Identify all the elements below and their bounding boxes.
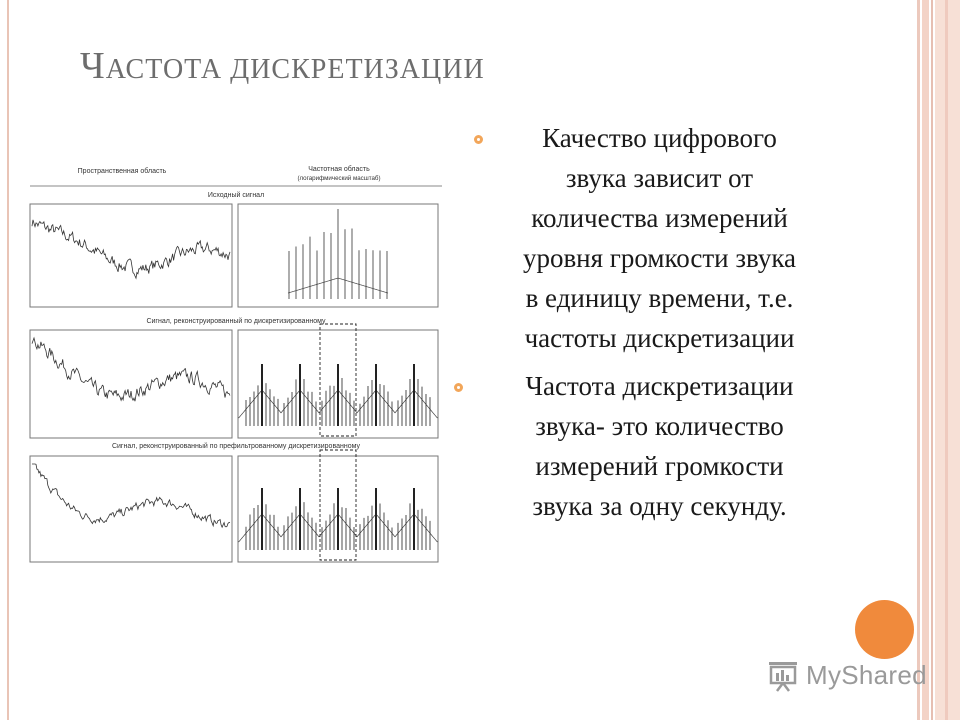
row2-label: Сигнал, реконструированный по дискретизированному — [146, 318, 326, 325]
watermark-logo — [766, 656, 926, 696]
accent-circle — [855, 600, 914, 659]
signal-figure — [26, 160, 446, 570]
signal-figure-svg — [26, 160, 446, 570]
figure-panels — [30, 204, 438, 562]
bullet-2-line: Частота дискретизации — [525, 371, 794, 401]
time-domain-panel — [30, 456, 232, 562]
left-frame-line — [7, 0, 9, 720]
bullet-1-line: Качество цифрового — [542, 123, 777, 153]
bullet-list — [462, 118, 857, 526]
title-initial: Ч — [80, 45, 106, 87]
bullet-1-line: частоты дискретизации — [524, 323, 795, 353]
bullet-1-line: в единицу времени, т.е. — [525, 283, 794, 313]
bullet-2-text — [526, 371, 794, 521]
bullet-item-1 — [462, 118, 857, 358]
right-frame-stripes — [917, 0, 960, 720]
col-left-label: Пространственная область — [77, 168, 167, 175]
title-rest: АСТОТА ДИСКРЕТИЗАЦИИ — [105, 54, 485, 85]
row3-label: Сигнал, реконструированный по префильтрованному дискретизированному — [111, 443, 361, 450]
time-domain-panel — [30, 204, 232, 307]
bullet-ring-icon — [454, 383, 463, 392]
presentation-board-icon — [766, 658, 802, 694]
time-domain-waveform — [32, 220, 230, 278]
bullet-1-line: звука зависит от — [565, 163, 754, 193]
watermark-text: MyShared — [806, 660, 927, 690]
bullet-2-line: звука за одну секунду. — [532, 491, 787, 521]
bullet-1-line: уровня громкости звука — [522, 243, 797, 273]
bullet-item-2 — [462, 366, 857, 526]
bullet-1-text — [523, 123, 796, 353]
page-title — [80, 44, 485, 88]
col-right-label: Частотная область — [308, 166, 370, 173]
bullet-1-line: количества измерений — [531, 203, 788, 233]
row1-label: Исходный сигнал — [207, 192, 265, 199]
bullet-ring-icon — [474, 135, 483, 144]
col-right-sublabel: (логарифмический масштаб) — [297, 175, 381, 182]
bullet-2-line: звука- это количество — [535, 411, 784, 441]
bullet-2-line: измерений громкости — [535, 451, 784, 481]
time-domain-waveform — [32, 464, 230, 527]
time-domain-waveform — [32, 338, 230, 401]
